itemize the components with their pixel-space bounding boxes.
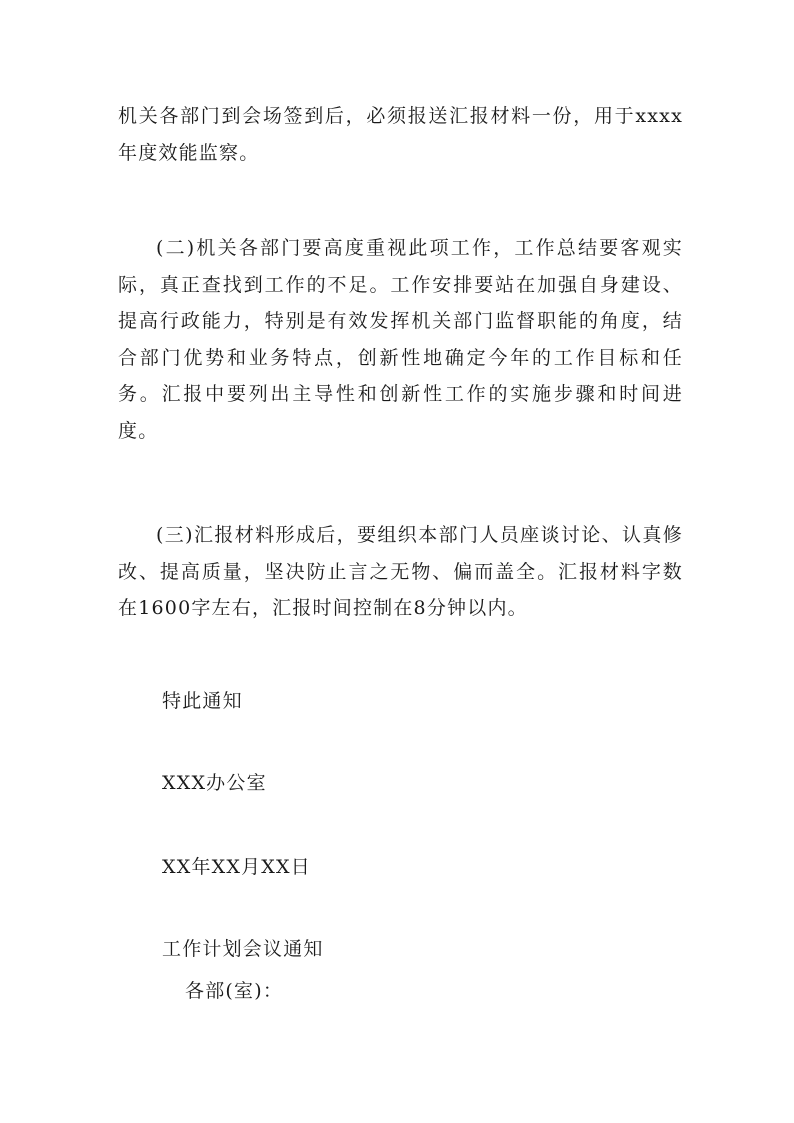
paragraph-1: 机关各部门到会场签到后，必须报送汇报材料一份，用于xxxx年度效能监察。 bbox=[118, 105, 683, 164]
next-section-title: 工作计划会议通知 bbox=[162, 938, 324, 960]
signature-date: XX年XX月XX日 bbox=[162, 856, 311, 878]
closing-notice: 特此通知 bbox=[162, 690, 243, 712]
paragraph-3: (三)汇报材料形成后，要组织本部门人员座谈讨论、认真修改、提高质量，坚决防止言之无物、偏而盖全。汇报材料字数在1600字左右，汇报时间控制在8分钟以内。 bbox=[118, 524, 683, 619]
paragraph-2: (二)机关各部门要高度重视此项工作，工作总结要客观实际，真正查找到工作的不足。工作安排要站在加强自身建设、提高行政能力，特别是有效发挥机关部门监督职能的角度，结合部门优势和业务特点，创新性地确定今年的工作目标和任务。汇报中要列出主导性和创新性工作的实施步骤和时间进度。 bbox=[118, 237, 683, 442]
signature-office: XXX办公室 bbox=[162, 772, 267, 794]
next-section-salutation: 各部(室)： bbox=[185, 980, 284, 1002]
